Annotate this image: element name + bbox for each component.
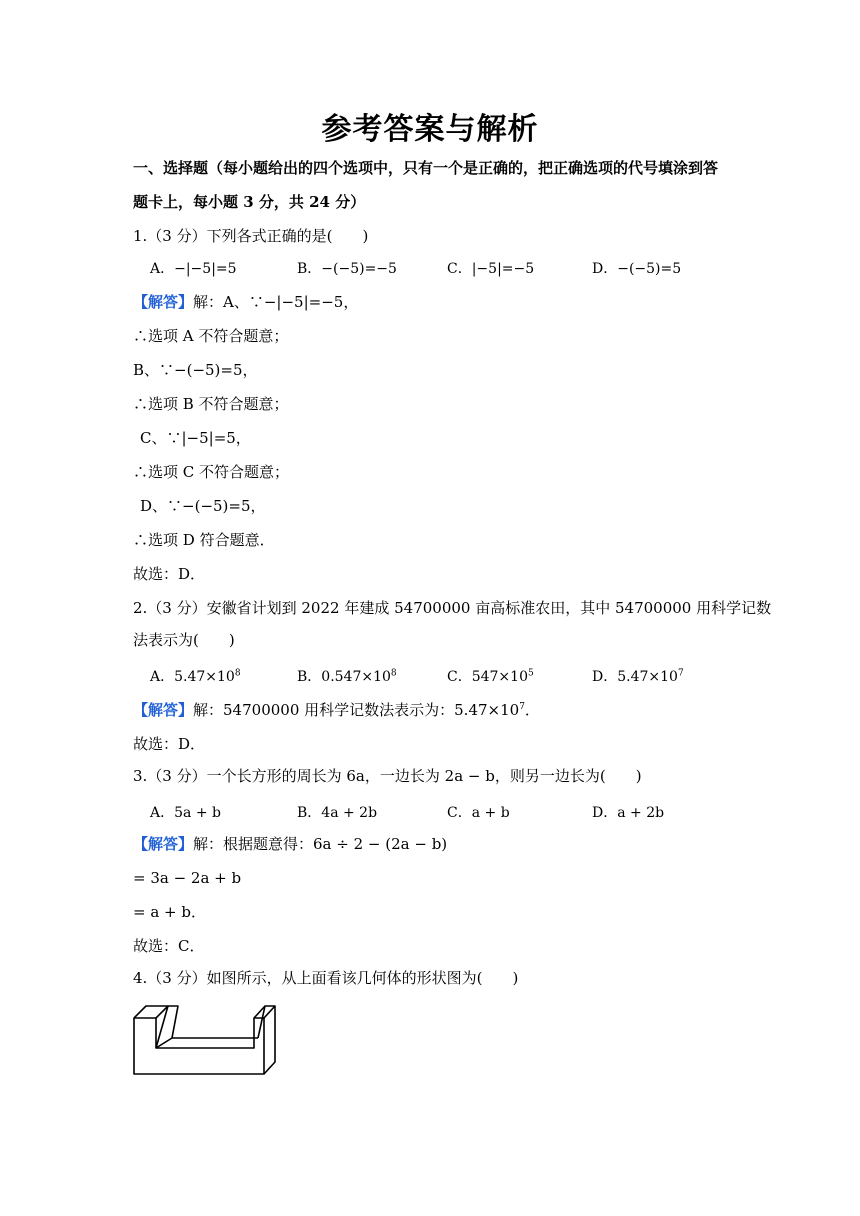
q4-stem: 4.（3 分）如图所示，从上面看该几何体的形状图为( )	[133, 969, 519, 987]
q3-option-a: A．5a + b	[150, 805, 221, 821]
q1-solution-line-3: B、∵−(−5)=5，	[133, 361, 258, 379]
q3-option-d: D．a + 2b	[592, 805, 665, 821]
front-face-outline	[134, 1018, 264, 1074]
q2-solution-line: 【解答】解：54700000 用科学记数法表示为：$5.47\times 10^7$．	[133, 701, 540, 719]
q1-option-b: B．−(−5)=−5	[297, 261, 397, 277]
q3-answer-tag: 【解答】	[133, 835, 194, 853]
q4-solid-figure	[131, 1000, 281, 1080]
q1-solution-text-0: 解：A、∵−|−5|=−5，	[193, 293, 359, 311]
q1-solution-line-4: ∴选项 B 不符合题意；	[133, 395, 289, 413]
section-heading-line2: 题卡上，每小题 3 分，共 24 分）	[133, 193, 366, 211]
q3-solution-line-1: 【解答】解：根据题意得：6a ÷ 2 − (2a − b)	[133, 835, 448, 853]
q3-option-b: B．4a + 2b	[297, 805, 378, 821]
q1-choice: 故选：D．	[133, 565, 206, 583]
q1-solution-line-2: ∴选项 A 不符合题意；	[133, 327, 289, 345]
q1-option-a: A．−|−5|=5	[150, 261, 237, 277]
q1-solution-line-1	[133, 292, 358, 312]
q1-option-c: C．|−5|=−5	[447, 261, 535, 277]
q2-answer-tag: 【解答】	[133, 701, 194, 719]
q3-solution-line-2: = 3a − 2a + b	[133, 869, 242, 887]
q2-option-c: C．$547\times 10^5$	[447, 668, 534, 685]
q1-solution-line-5: C、∵|−5|=5，	[140, 429, 251, 447]
q1-answer-tag: 【解答】	[133, 293, 194, 311]
q1-solution-line-7: D、∵−(−5)=5，	[140, 497, 266, 515]
q2-choice: 故选：D．	[133, 735, 206, 753]
q1-option-d: D．−(−5)=5	[592, 261, 682, 277]
q3-stem: 3.（3 分）一个长方形的周长为 6a，一边长为 2a − b，则另一边长为( )	[133, 767, 642, 785]
q2-option-d: D．$5.47\times 10^7$	[592, 668, 684, 685]
q3-choice: 故选：C．	[133, 937, 205, 955]
q3-solution-line-3: = a + b．	[133, 903, 206, 921]
q2-option-a: A．$5.47\times 10^8$	[150, 668, 241, 685]
q2-stem-line1: 2.（3 分）安徽省计划到 2022 年建成 54700000 亩高标准农田，其中 54700000 用科学记数	[133, 599, 772, 617]
section-heading-line1: 一、选择题（每小题给出的四个选项中，只有一个是正确的，把正确选项的代号填涂到答	[133, 159, 719, 177]
q1-stem: 1.（3 分）下列各式正确的是( )	[133, 227, 369, 245]
q1-solution-line-8: ∴选项 D 符合题意．	[133, 531, 275, 549]
page-title: 参考答案与解析	[321, 112, 539, 147]
q2-stem-line2: 法表示为( )	[133, 631, 235, 649]
q3-option-c: C．a + b	[447, 805, 510, 821]
q1-solution-line-6: ∴选项 C 不符合题意；	[133, 463, 290, 481]
q2-option-b: B．$0.547\times 10^8$	[297, 668, 397, 685]
